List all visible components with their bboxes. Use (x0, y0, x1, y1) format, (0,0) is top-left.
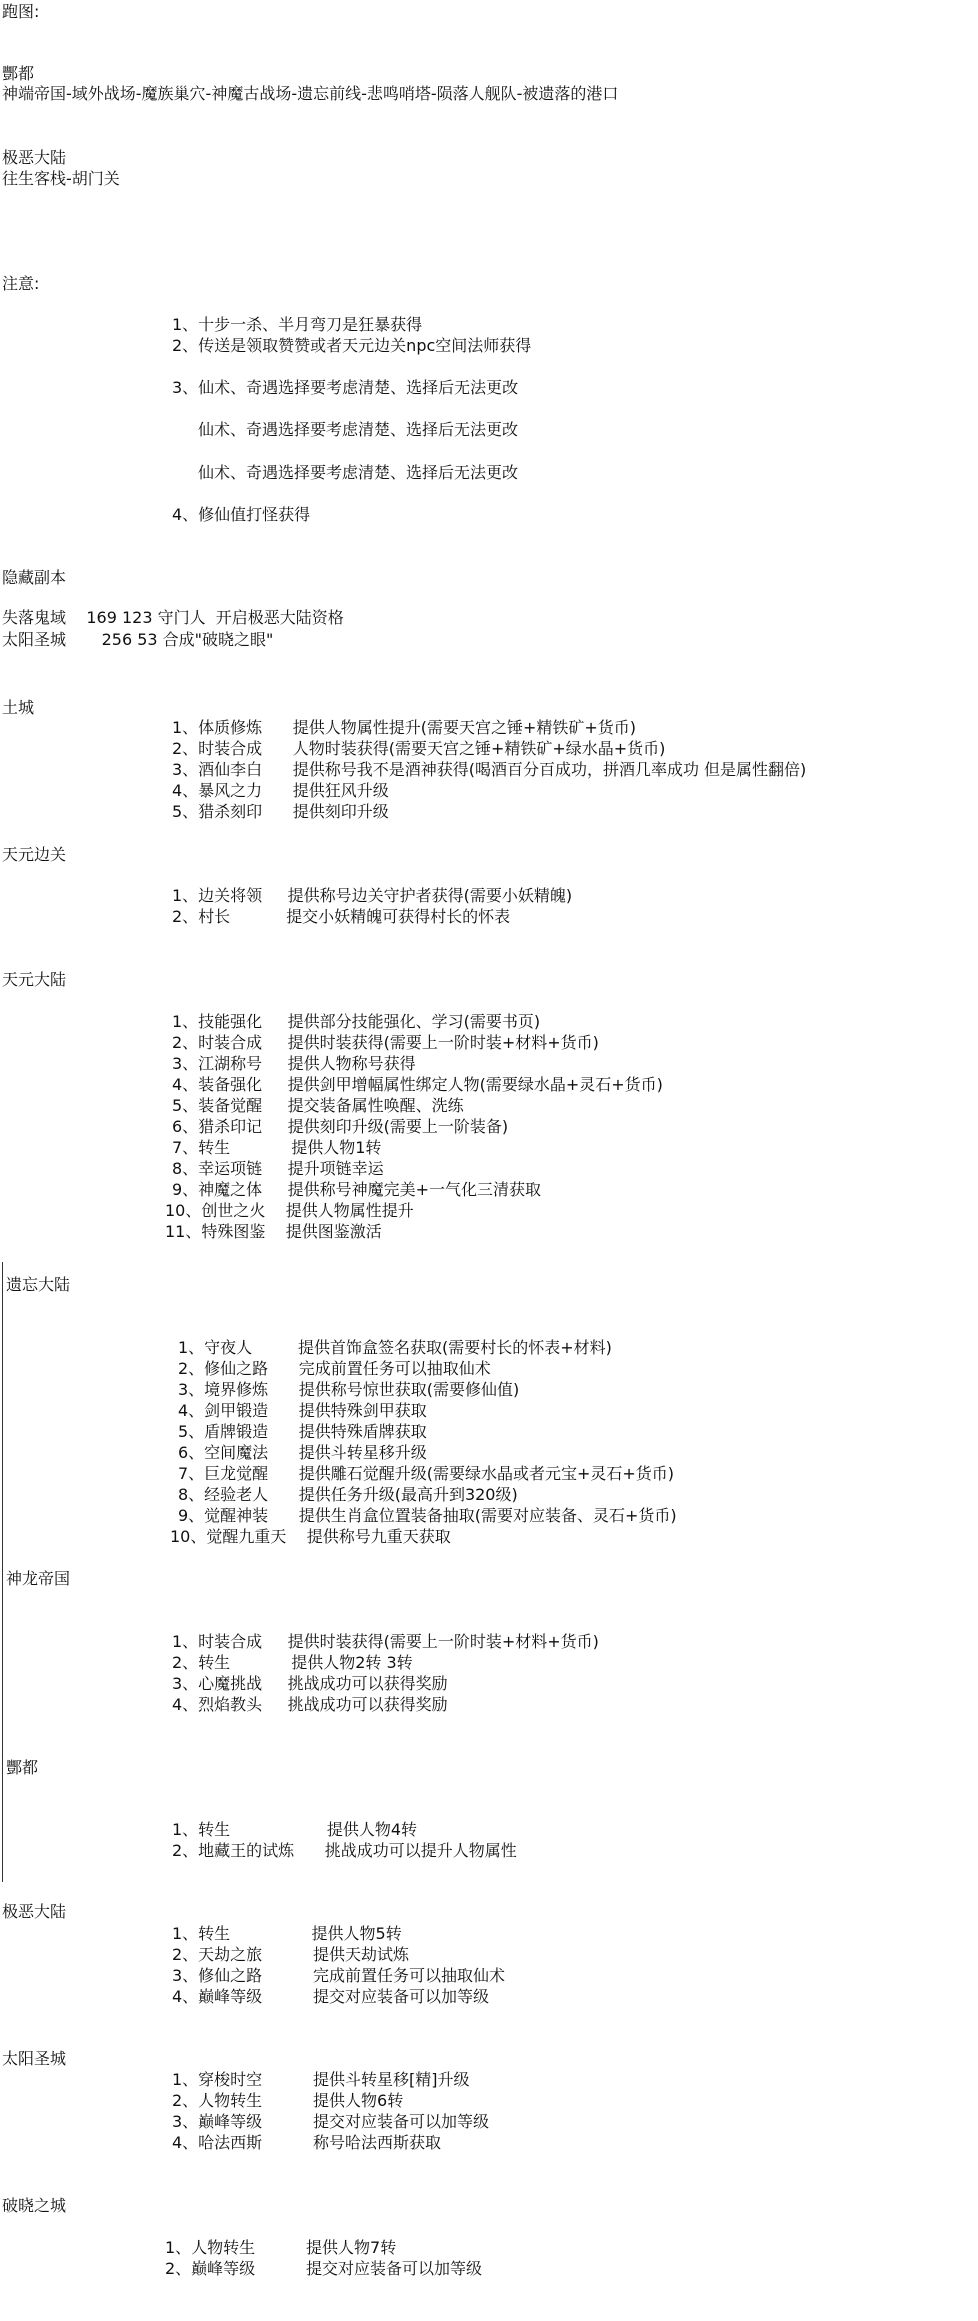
section-title-tucheng: 土城 (2, 698, 35, 717)
section-item: 3、境界修炼 提供称号惊世获取(需要修仙值) (178, 1380, 520, 1399)
note-item: 3、仙术、奇遇选择要考虑清楚、选择后无法更改 (172, 378, 519, 397)
section-item: 6、猎杀印记 提供刻印升级(需要上一阶装备) (172, 1117, 509, 1136)
section-title-taiyang-shengcheng: 太阳圣城 (2, 2049, 67, 2068)
section-item: 6、空间魔法 提供斗转星移升级 (178, 1443, 427, 1462)
section-item: 1、守夜人 提供首饰盒签名获取(需要村长的怀表+材料) (178, 1338, 612, 1357)
section-item: 1、转生 提供人物5转 (172, 1924, 402, 1943)
section-item: 1、人物转生 提供人物7转 (165, 2238, 397, 2257)
section-item: 5、猎杀刻印 提供刻印升级 (172, 802, 389, 821)
section-item: 1、时装合成 提供时装获得(需要上一阶时装+材料+货币) (172, 1632, 599, 1651)
jie-route: 往生客栈-胡门关 (2, 169, 120, 188)
section-item: 1、体质修炼 提供人物属性提升(需要天宫之锤+精铁矿+货币) (172, 718, 636, 737)
section-item: 11、特殊图鉴 提供图鉴激活 (165, 1222, 382, 1241)
section-title-jie-dalu: 极恶大陆 (2, 1902, 67, 1921)
section-item: 5、装备觉醒 提交装备属性唤醒、洗练 (172, 1096, 464, 1115)
note-item: 1、十步一杀、半月弯刀是狂暴获得 (172, 315, 423, 334)
section-item: 10、创世之火 提供人物属性提升 (165, 1201, 414, 1220)
section-item: 4、暴风之力 提供狂风升级 (172, 781, 389, 800)
section-item: 2、地藏王的试炼 挑战成功可以提升人物属性 (172, 1841, 517, 1860)
section-item: 3、酒仙李白 提供称号我不是酒神获得(喝酒百分百成功，拼酒几率成功 但是属性翻倍) (172, 760, 807, 779)
section-item: 2、时装合成 人物时装获得(需要天宫之锤+精铁矿+绿水晶+货币) (172, 739, 666, 758)
section-title-tianyuan-dalu: 天元大陆 (2, 970, 67, 989)
note-item: 4、修仙值打怪获得 (172, 505, 311, 524)
section-title-shenlong-diguo: 神龙帝国 (6, 1569, 71, 1588)
section-item: 4、装备强化 提供剑甲增幅属性绑定人物(需要绿水晶+灵石+货币) (172, 1075, 663, 1094)
left-rule (2, 1262, 3, 1882)
section-item: 3、巅峰等级 提交对应装备可以加等级 (172, 2112, 490, 2131)
section-item: 3、心魔挑战 挑战成功可以获得奖励 (172, 1674, 448, 1693)
section-item: 9、神魔之体 提供称号神魔完美+一气化三清获取 (172, 1180, 542, 1199)
hidden-heading: 隐藏副本 (2, 568, 67, 587)
section-item: 3、修仙之路 完成前置任务可以抽取仙术 (172, 1966, 506, 1985)
hidden-row: 失落鬼域 169 123 守门人 开启极恶大陆资格 (2, 608, 344, 627)
section-item: 2、村长 提交小妖精魄可获得村长的怀表 (172, 907, 511, 926)
section-item: 9、觉醒神装 提供生肖盒位置装备抽取(需要对应装备、灵石+货币) (178, 1506, 677, 1525)
section-title-poxiao-zhicheng: 破晓之城 (2, 2196, 67, 2215)
notes-heading: 注意: (2, 274, 40, 293)
section-title-tianyuan-biangguan: 天元边关 (2, 845, 67, 864)
note-item: 2、传送是领取赞赞或者天元边关npc空间法师获得 (172, 336, 532, 355)
jie-title: 极恶大陆 (2, 148, 67, 167)
section-item: 2、修仙之路 完成前置任务可以抽取仙术 (178, 1359, 491, 1378)
section-item: 10、觉醒九重天 提供称号九重天获取 (170, 1527, 451, 1546)
section-item: 2、转生 提供人物2转 3转 (172, 1653, 413, 1672)
section-item: 2、时装合成 提供时装获得(需要上一阶时装+材料+货币) (172, 1033, 599, 1052)
route-heading: 跑图: (2, 2, 40, 21)
section-title-fengdu: 酆都 (6, 1758, 39, 1777)
section-item: 1、转生 提供人物4转 (172, 1820, 417, 1839)
section-item: 4、烈焰教头 挑战成功可以获得奖励 (172, 1695, 448, 1714)
section-item: 2、天劫之旅 提供天劫试炼 (172, 1945, 410, 1964)
fengdu-title: 酆都 (2, 64, 35, 83)
section-item: 8、幸运项链 提升项链幸运 (172, 1159, 384, 1178)
section-item: 4、巅峰等级 提交对应装备可以加等级 (172, 1987, 490, 2006)
fengdu-route: 神端帝国-域外战场-魔族巢穴-神魔古战场-遗忘前线-悲鸣哨塔-陨落人舰队-被遗落的港口 (2, 84, 619, 103)
hidden-row: 太阳圣城 256 53 合成"破晓之眼" (2, 630, 274, 649)
section-item: 7、巨龙觉醒 提供雕石觉醒升级(需要绿水晶或者元宝+灵石+货币) (178, 1464, 674, 1483)
section-item: 3、江湖称号 提供人物称号获得 (172, 1054, 416, 1073)
section-item: 5、盾牌锻造 提供特殊盾牌获取 (178, 1422, 427, 1441)
note-item: 仙术、奇遇选择要考虑清楚、选择后无法更改 (198, 420, 519, 439)
section-item: 1、边关将领 提供称号边关守护者获得(需要小妖精魄) (172, 886, 573, 905)
section-item: 2、巅峰等级 提交对应装备可以加等级 (165, 2259, 483, 2278)
section-item: 8、经验老人 提供任务升级(最高升到320级) (178, 1485, 518, 1504)
section-item: 7、转生 提供人物1转 (172, 1138, 382, 1157)
section-item: 2、人物转生 提供人物6转 (172, 2091, 404, 2110)
note-item: 仙术、奇遇选择要考虑清楚、选择后无法更改 (198, 463, 519, 482)
section-title-yiwang-dalu: 遗忘大陆 (6, 1275, 71, 1294)
section-item: 4、哈法西斯 称号哈法西斯获取 (172, 2133, 442, 2152)
section-item: 1、穿梭时空 提供斗转星移[精]升级 (172, 2070, 470, 2089)
section-item: 4、剑甲锻造 提供特殊剑甲获取 (178, 1401, 427, 1420)
section-item: 1、技能强化 提供部分技能强化、学习(需要书页) (172, 1012, 541, 1031)
